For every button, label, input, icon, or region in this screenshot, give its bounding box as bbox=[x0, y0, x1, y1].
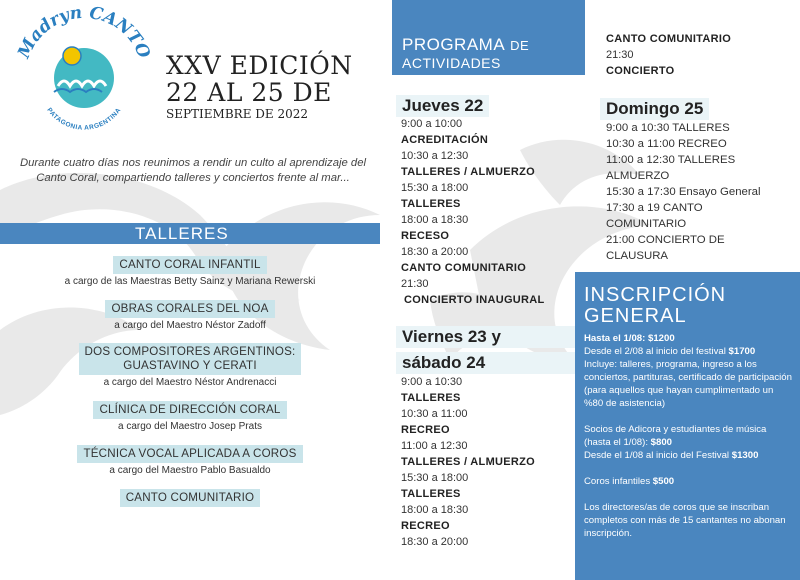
schedule-line: 17:30 a 19 CANTO bbox=[606, 202, 703, 214]
schedule-domingo bbox=[606, 120, 786, 264]
price-children-value: $500 bbox=[652, 476, 675, 487]
price-early bbox=[584, 332, 792, 345]
schedule-time: 18:00 a 18:30 bbox=[401, 214, 469, 226]
inscripcion-title-line1: INSCRIPCIÓN bbox=[584, 284, 727, 306]
inscripcion-title-line2: GENERAL bbox=[584, 305, 687, 327]
programa-heading bbox=[392, 0, 585, 75]
price-late-label: Desde el 2/08 al inicio del festival bbox=[584, 346, 726, 357]
schedule-line: 15:30 a 17:30 Ensayo General bbox=[606, 186, 761, 198]
schedule-line: COMUNITARIO bbox=[606, 218, 687, 230]
workshop-item bbox=[0, 255, 380, 288]
workshop-name: CANTO CORAL INFANTIL bbox=[113, 256, 266, 274]
schedule-time: 9:00 a 10:00 bbox=[401, 118, 463, 130]
price-early-label: Hasta el 1/08: bbox=[584, 333, 646, 344]
schedule-activity: ACREDITACIÓN bbox=[401, 134, 489, 146]
day-heading-line1: Viernes 23 y bbox=[396, 326, 586, 348]
workshop-item bbox=[0, 343, 380, 389]
workshop-name: TÉCNICA VOCAL APLICADA A COROS bbox=[77, 445, 302, 463]
schedule-line: ALMUERZO bbox=[606, 170, 670, 182]
schedule-time: 15:30 a 18:00 bbox=[401, 472, 469, 484]
schedule-line: 11:00 a 12:30 TALLERES bbox=[606, 154, 736, 166]
schedule-activity: CONCIERTO bbox=[606, 65, 675, 77]
schedule-activity: TALLERES bbox=[401, 488, 461, 500]
workshop-item bbox=[0, 400, 380, 433]
logo-graphic bbox=[14, 6, 154, 136]
logo-title: Madryn CANTO bbox=[14, 6, 154, 62]
workshop-item bbox=[0, 488, 380, 507]
workshop-item bbox=[0, 299, 380, 332]
logo-sun-icon bbox=[63, 47, 81, 65]
workshop-name: CLÍNICA DE DIRECCIÓN CORAL bbox=[93, 401, 286, 419]
schedule-activity: RECESO bbox=[401, 230, 450, 242]
schedule-activity: CONCIERTO INAUGURAL bbox=[404, 294, 545, 306]
day-heading-jueves: Jueves 22 bbox=[396, 95, 489, 117]
price-early-value: $1200 bbox=[648, 333, 675, 344]
workshop-name-line2: GUASTAVINO Y CERATI bbox=[123, 359, 257, 372]
price-children bbox=[584, 475, 792, 488]
schedule-time: 11:00 a 12:30 bbox=[401, 440, 468, 452]
intro-text: Durante cuatro días nos reunimos a rendir un culto al aprendizaje del Canto Coral, compartiendo talleres y conciertos frente al mar... bbox=[19, 157, 366, 184]
workshop-name: CANTO COMUNITARIO bbox=[120, 489, 261, 507]
inscripcion-panel bbox=[575, 272, 800, 580]
schedule-time: 21:30 bbox=[606, 49, 634, 61]
programa-title-word: PROGRAMA bbox=[402, 35, 506, 54]
directors-note: Los directores/as de coros que se inscriban completos con más de 15 cantantes no abonan inscripción. bbox=[584, 502, 786, 539]
includes-text: Incluye: talleres, programa, ingreso a los conciertos, partituras, certificado de participación (para aquellos que hayan cumplimentado un %80 de asistencia) bbox=[584, 359, 792, 409]
schedule-activity: CANTO COMUNITARIO bbox=[401, 262, 527, 274]
edition-heading bbox=[166, 52, 366, 122]
schedule-activity: TALLERES / ALMUERZO bbox=[401, 456, 536, 468]
schedule-activity: CANTO COMUNITARIO bbox=[606, 33, 732, 45]
workshop-name bbox=[79, 343, 302, 375]
price-members-late-label: Desde el 1/08 al inicio del Festival bbox=[584, 450, 730, 461]
price-late-value: $1700 bbox=[728, 346, 756, 357]
workshop-name: OBRAS CORALES DEL NOA bbox=[105, 300, 274, 318]
schedule-line: 21:00 CONCIERTO DE bbox=[606, 234, 725, 246]
talleres-heading: TALLERES bbox=[0, 223, 380, 244]
svg-text:PATAGONIA ARGENTINA bbox=[45, 107, 122, 132]
schedule-time: 18:30 a 20:00 bbox=[401, 246, 469, 258]
programa-title-small: DE bbox=[510, 38, 530, 53]
day-heading-viernes bbox=[396, 326, 586, 374]
workshop-teacher: a cargo del Maestro Josep Prats bbox=[118, 421, 262, 432]
workshop-teacher: a cargo del Maestro Néstor Andrenacci bbox=[103, 377, 277, 388]
schedule-activity: RECREO bbox=[401, 424, 450, 436]
workshop-teacher: a cargo del Maestro Néstor Zadoff bbox=[114, 320, 266, 331]
schedule-activity: RECREO bbox=[401, 520, 450, 532]
schedule-time: 18:00 a 18:30 bbox=[401, 504, 469, 516]
price-members bbox=[584, 423, 792, 449]
edition-dates: 22 AL 25 DE bbox=[166, 78, 332, 107]
schedule-time: 9:00 a 10:30 bbox=[401, 376, 463, 388]
schedule-continuation bbox=[606, 31, 796, 79]
schedule-time: 21:30 bbox=[401, 278, 429, 290]
schedule-time: 15:30 a 18:00 bbox=[401, 182, 469, 194]
edition-number: XXV EDICIÓN bbox=[166, 51, 353, 80]
schedule-viernes bbox=[401, 374, 591, 550]
workshop-item bbox=[0, 444, 380, 477]
madryn-canto-logo bbox=[14, 6, 154, 136]
talleres-list bbox=[0, 255, 380, 518]
schedule-activity: TALLERES bbox=[401, 198, 461, 210]
day-heading-domingo: Domingo 25 bbox=[600, 98, 709, 120]
price-members-late-value: $1300 bbox=[731, 450, 759, 461]
schedule-activity: TALLERES bbox=[401, 392, 461, 404]
schedule-time: 18:30 a 20:00 bbox=[401, 536, 469, 548]
schedule-line: 9:00 a 10:30 TALLERES bbox=[606, 122, 730, 134]
schedule-time: 10:30 a 12:30 bbox=[401, 150, 469, 162]
workshop-teacher: a cargo del Maestro Pablo Basualdo bbox=[109, 465, 271, 476]
schedule-time: 10:30 a 11:00 bbox=[401, 408, 468, 420]
price-members-label: Socios de Adicora y estudiantes de música (hasta el 1/08): bbox=[584, 424, 767, 448]
price-late bbox=[584, 345, 792, 358]
price-members-late bbox=[584, 449, 792, 462]
edition-month: SEPTIEMBRE DE 2022 bbox=[166, 107, 309, 121]
schedule-line: 10:30 a 11:00 RECREO bbox=[606, 138, 727, 150]
price-members-value: $800 bbox=[650, 437, 673, 448]
logo-subtitle: PATAGONIA ARGENTINA bbox=[45, 106, 123, 132]
price-children-label: Coros infantiles bbox=[584, 476, 651, 487]
workshop-name-line1: DOS COMPOSITORES ARGENTINOS: bbox=[84, 345, 296, 358]
schedule-line: CLAUSURA bbox=[606, 250, 669, 262]
schedule-jueves bbox=[401, 116, 591, 308]
schedule-activity: TALLERES / ALMUERZO bbox=[401, 166, 536, 178]
workshop-teacher: a cargo de las Maestras Betty Sainz y Mariana Rewerski bbox=[64, 276, 316, 287]
day-heading-line2: sábado 24 bbox=[396, 352, 586, 374]
programa-title-line2: ACTIVIDADES bbox=[402, 55, 501, 71]
